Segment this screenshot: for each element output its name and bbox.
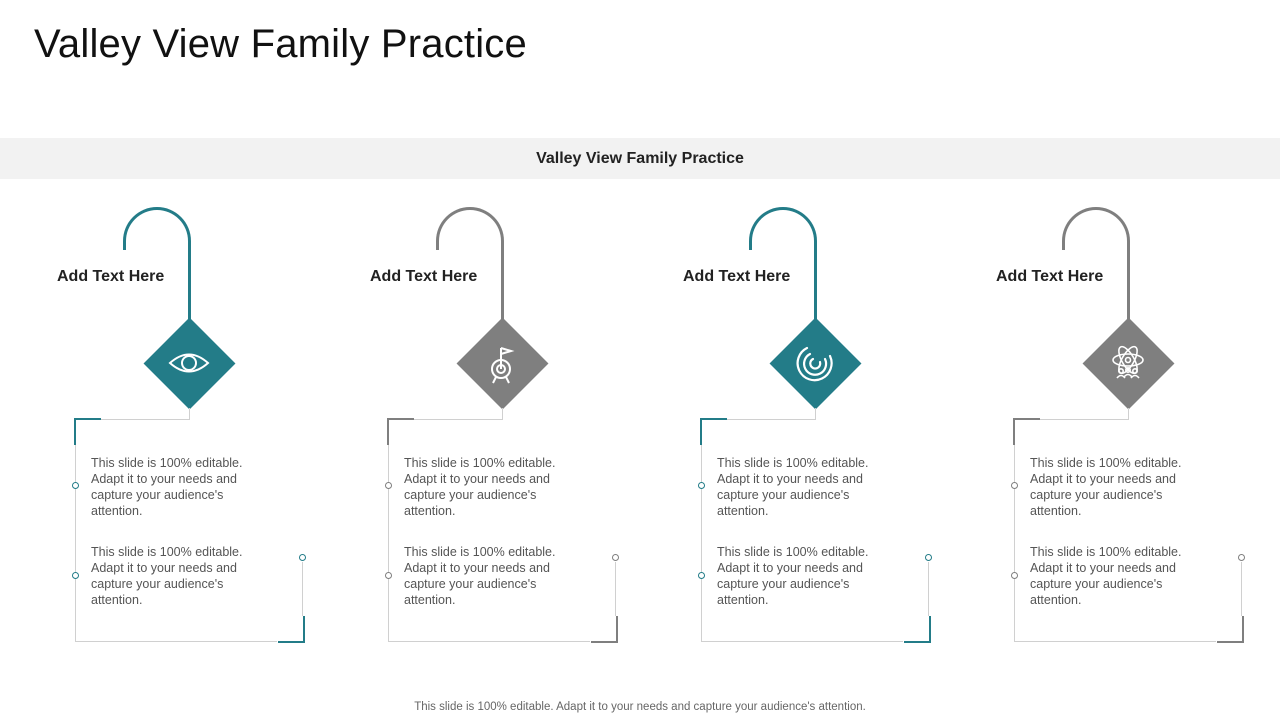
box-bottom-border <box>388 641 590 642</box>
bullet-dot <box>698 572 705 579</box>
card-heading: Add Text Here <box>996 268 1104 285</box>
box-connector <box>502 408 503 420</box>
box-left-border <box>701 444 702 642</box>
bullet-dot <box>385 482 392 489</box>
card-heading: Add Text Here <box>683 268 791 285</box>
bullet-dot <box>385 572 392 579</box>
box-end-dot <box>612 554 619 561</box>
spiral-icon <box>792 340 838 386</box>
card-heading: Add Text Here <box>370 268 478 285</box>
box-top-border <box>414 419 502 420</box>
card-heading: Add Text Here <box>57 268 165 285</box>
card-paragraph: This slide is 100% editable. Adapt it to your needs and capture your audience's attention. <box>1030 545 1182 607</box>
box-corner-bottom-right <box>1217 616 1244 643</box>
hook-stem <box>1127 245 1130 323</box>
box-corner-bottom-right <box>904 616 931 643</box>
box-corner-top-left <box>74 418 101 445</box>
box-end-dot <box>1238 554 1245 561</box>
bullet-dot <box>1011 482 1018 489</box>
box-top-border <box>101 419 189 420</box>
box-connector <box>815 408 816 420</box>
hook-connector <box>749 207 817 250</box>
bullet-dot <box>698 482 705 489</box>
hook-connector <box>123 207 191 250</box>
card-paragraph: This slide is 100% editable. Adapt it to your needs and capture your audience's attention. <box>91 545 243 607</box>
card-paragraph: This slide is 100% editable. Adapt it to your needs and capture your audience's attention. <box>717 545 869 607</box>
hook-stem <box>188 245 191 323</box>
card-3 <box>626 0 939 720</box>
bullet-dot <box>72 572 79 579</box>
card-paragraph: This slide is 100% editable. Adapt it to your needs and capture your audience's attention. <box>1030 456 1182 518</box>
box-top-border <box>1040 419 1128 420</box>
box-end-dot <box>299 554 306 561</box>
page-title: Valley View Family Practice <box>34 22 527 66</box>
card-paragraph: This slide is 100% editable. Adapt it to your needs and capture your audience's attention. <box>404 545 556 607</box>
card-1 <box>0 0 313 720</box>
box-left-border <box>75 444 76 642</box>
box-right-border <box>615 562 616 616</box>
box-bottom-border <box>701 641 903 642</box>
box-corner-top-left <box>700 418 727 445</box>
hook-connector <box>436 207 504 250</box>
box-left-border <box>388 444 389 642</box>
hook-stem <box>501 245 504 323</box>
hook-connector <box>1062 207 1130 250</box>
box-connector <box>189 408 190 420</box>
box-corner-top-left <box>1013 418 1040 445</box>
card-paragraph: This slide is 100% editable. Adapt it to your needs and capture your audience's attention. <box>91 456 243 518</box>
eye-icon <box>166 340 212 386</box>
box-right-border <box>1241 562 1242 616</box>
box-right-border <box>302 562 303 616</box>
atom-people-icon <box>1105 340 1151 386</box>
box-right-border <box>928 562 929 616</box>
hook-stem <box>814 245 817 323</box>
box-corner-top-left <box>387 418 414 445</box>
box-connector <box>1128 408 1129 420</box>
footer-note: This slide is 100% editable. Adapt it to your needs and capture your audience's attention. <box>414 701 866 713</box>
card-4 <box>939 0 1252 720</box>
box-left-border <box>1014 444 1015 642</box>
card-2 <box>313 0 626 720</box>
target-flag-icon <box>479 340 525 386</box>
bullet-dot <box>72 482 79 489</box>
box-corner-bottom-right <box>278 616 305 643</box>
box-top-border <box>727 419 815 420</box>
box-bottom-border <box>75 641 277 642</box>
section-band-label: Valley View Family Practice <box>536 149 744 167</box>
box-end-dot <box>925 554 932 561</box>
bullet-dot <box>1011 572 1018 579</box>
box-bottom-border <box>1014 641 1216 642</box>
card-paragraph: This slide is 100% editable. Adapt it to your needs and capture your audience's attention. <box>404 456 556 518</box>
box-corner-bottom-right <box>591 616 618 643</box>
card-paragraph: This slide is 100% editable. Adapt it to your needs and capture your audience's attention. <box>717 456 869 518</box>
